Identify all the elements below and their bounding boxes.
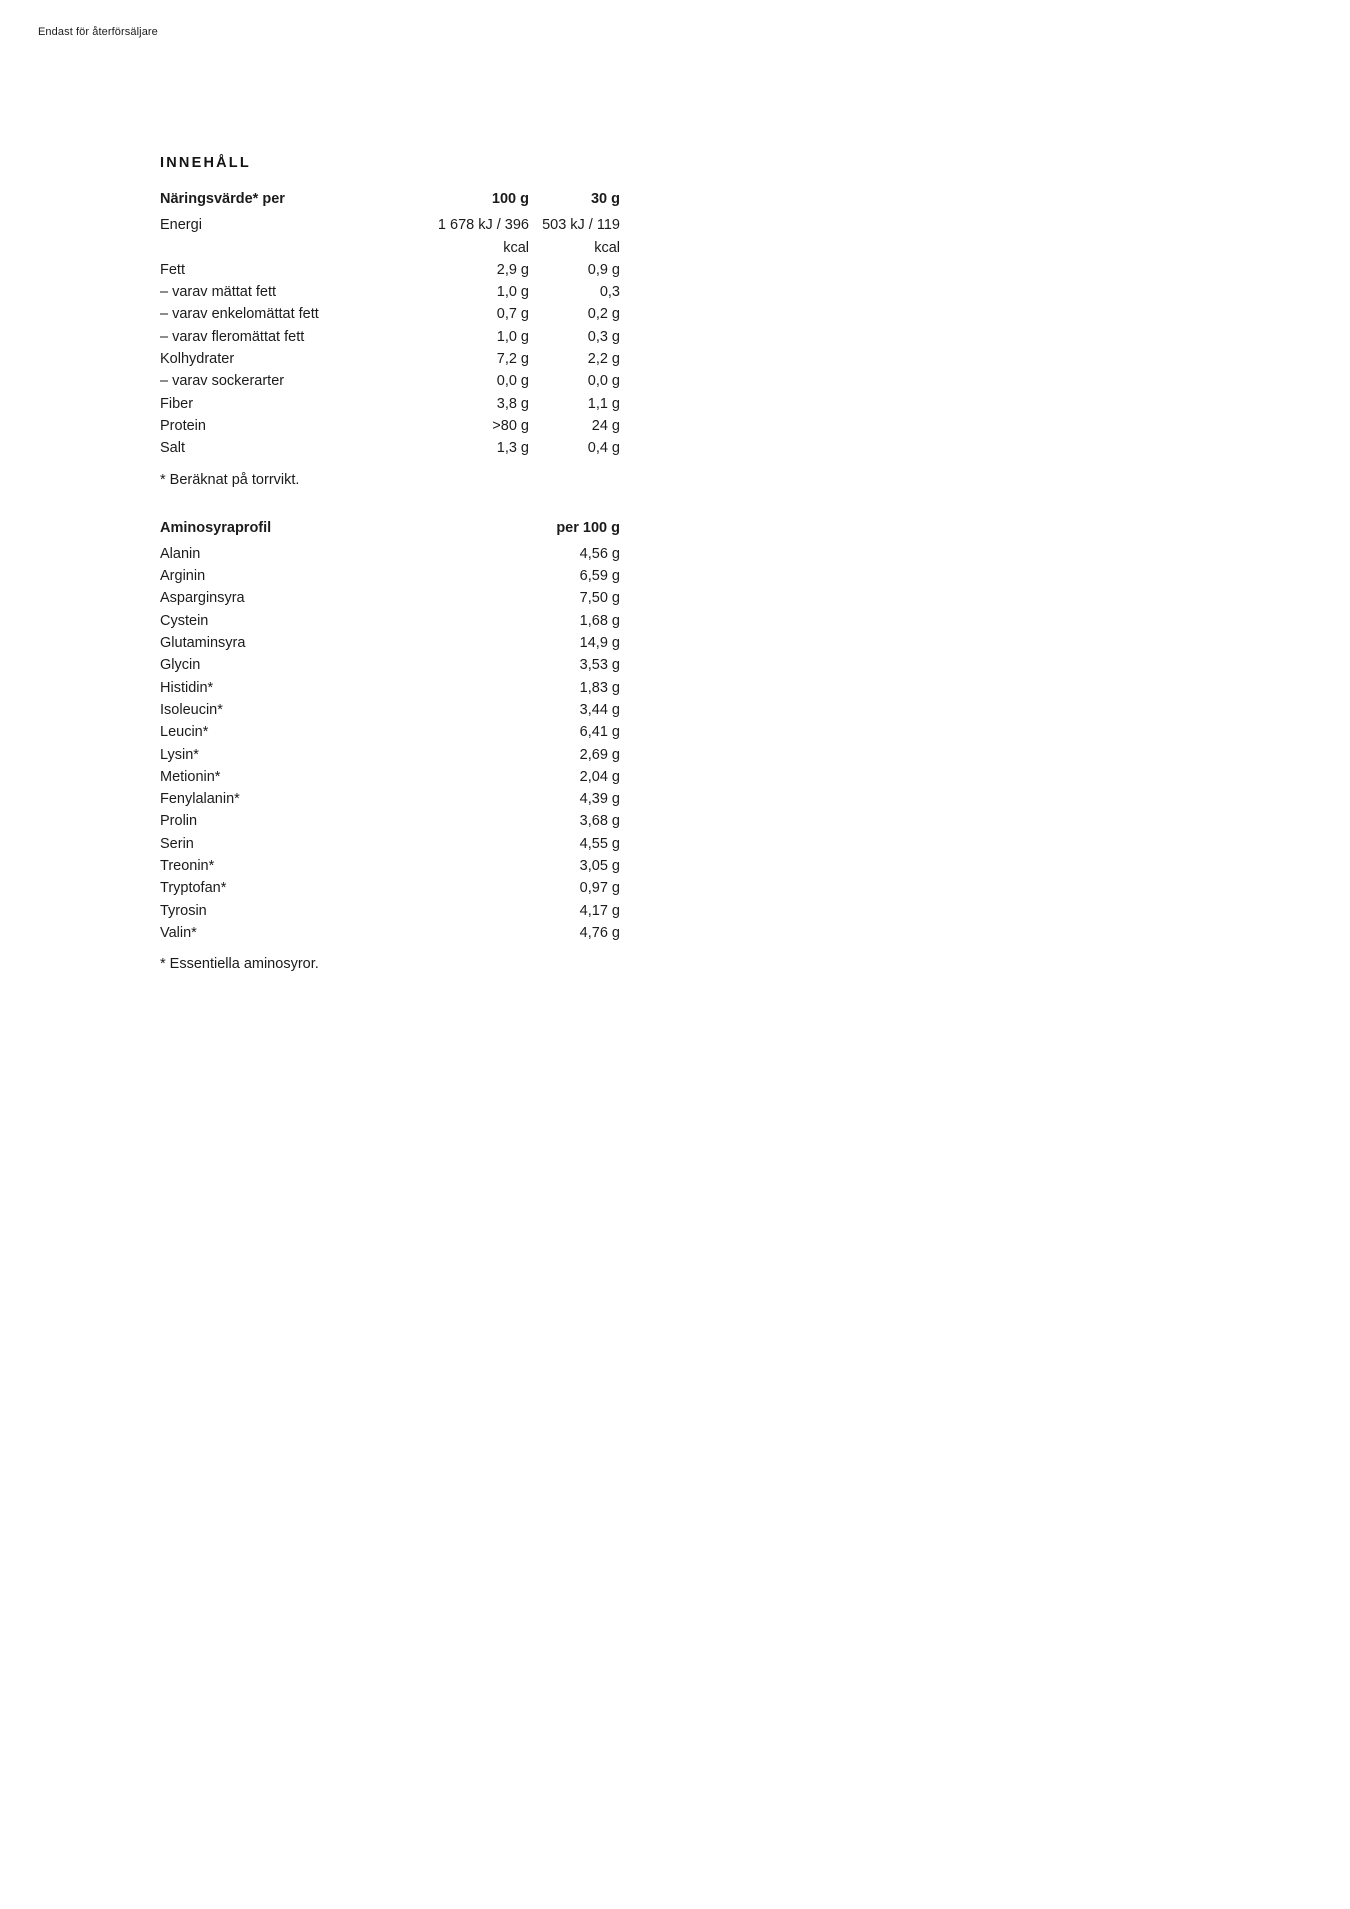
nutrition-label: Kolhydrater	[160, 351, 235, 368]
nutrition-header-row	[160, 188, 620, 214]
nutrition-value-30g: 0,3	[599, 284, 620, 301]
amino-label: Lysin*	[160, 746, 199, 763]
table-row	[160, 610, 620, 632]
nutrition-header-col1: 100 g	[491, 191, 529, 207]
table-row	[160, 721, 620, 743]
amino-header-row	[160, 517, 620, 543]
table-row	[160, 370, 620, 392]
nutrition-value-30g: 24 g	[591, 417, 620, 434]
amino-label: Arginin	[160, 568, 206, 585]
nutrition-value-100g: 3,8 g	[496, 395, 529, 412]
amino-header-label: Aminosyraprofil	[160, 519, 272, 536]
retailer-only-note: Endast för återförsäljare	[38, 26, 158, 38]
amino-label: Tryptofan*	[160, 880, 227, 897]
nutrition-label: – varav mättat fett	[160, 284, 277, 301]
amino-label: Valin*	[160, 924, 197, 941]
table-row	[160, 699, 620, 721]
nutrition-header-label: Näringsvärde* per	[160, 191, 285, 207]
table-row	[160, 877, 620, 899]
amino-value: 4,39 g	[579, 791, 620, 808]
amino-value: 2,69 g	[579, 746, 620, 763]
amino-label: Histidin*	[160, 679, 214, 696]
nutrition-value-30g: 0,4 g	[587, 440, 620, 457]
nutrition-value-30g: 0,0 g	[587, 373, 620, 390]
nutrition-value-30g: 1,1 g	[587, 395, 620, 412]
nutrition-value-30g: 0,3 g	[587, 328, 620, 345]
nutrition-label: Energi	[160, 217, 202, 234]
amino-header-value: per 100 g	[556, 519, 620, 536]
amino-label: Glycin	[160, 657, 201, 674]
table-row	[160, 543, 620, 565]
amino-label: Tyrosin	[160, 902, 207, 919]
amino-label: Metionin*	[160, 768, 221, 785]
nutrition-label: Salt	[160, 440, 185, 457]
amino-value: 3,53 g	[579, 657, 620, 674]
table-row	[160, 922, 620, 944]
amino-acid-table	[160, 517, 620, 945]
amino-value: 1,68 g	[579, 612, 620, 629]
table-row	[160, 393, 620, 415]
amino-label: Leucin*	[160, 724, 209, 741]
amino-value: 2,04 g	[579, 768, 620, 785]
amino-label: Cystein	[160, 612, 209, 629]
table-row	[160, 281, 620, 303]
nutrition-label: – varav fleromättat fett	[160, 328, 305, 345]
nutrition-label: – varav enkelomättat fett	[160, 306, 319, 323]
nutrition-value-100g: 0,0 g	[496, 373, 529, 390]
table-row	[160, 810, 620, 832]
table-row	[160, 437, 620, 459]
page-title: INNEHÅLL	[160, 155, 251, 171]
table-row	[160, 632, 620, 654]
amino-value: 6,59 g	[579, 568, 620, 585]
amino-value: 3,68 g	[579, 813, 620, 830]
amino-label: Isoleucin*	[160, 701, 223, 718]
amino-block	[160, 517, 630, 976]
table-row	[160, 654, 620, 676]
amino-value: 0,97 g	[579, 880, 620, 897]
amino-value: 14,9 g	[579, 635, 620, 652]
amino-value: 4,55 g	[579, 835, 620, 852]
nutrition-header-col2: 30 g	[590, 191, 620, 207]
amino-label: Prolin	[160, 813, 198, 830]
amino-label: Serin	[160, 835, 194, 852]
table-row	[160, 833, 620, 855]
content-container	[160, 155, 630, 975]
nutrition-value-30g: 0,2 g	[587, 306, 620, 323]
nutrition-value-100g: 7,2 g	[496, 351, 529, 368]
amino-value: 3,05 g	[579, 858, 620, 875]
amino-label: Fenylalanin*	[160, 791, 240, 808]
nutrition-value-30g: 503 kJ / 119 kcal	[542, 217, 620, 256]
nutrition-label: Fett	[160, 261, 185, 278]
nutrition-label: Protein	[160, 417, 206, 434]
nutrition-table	[160, 188, 620, 460]
table-row	[160, 766, 620, 788]
nutrition-value-100g: 1,0 g	[496, 328, 529, 345]
table-row	[160, 214, 620, 259]
table-row	[160, 587, 620, 609]
nutrition-value-100g: 1 678 kJ / 396 kcal	[437, 217, 529, 256]
nutrition-value-100g: 1,3 g	[496, 440, 529, 457]
amino-value: 4,17 g	[579, 902, 620, 919]
amino-label: Treonin*	[160, 858, 215, 875]
nutrition-label: – varav sockerarter	[160, 373, 285, 390]
amino-value: 1,83 g	[579, 679, 620, 696]
nutrition-value-100g: >80 g	[492, 417, 529, 434]
amino-value: 6,41 g	[579, 724, 620, 741]
amino-value: 4,56 g	[579, 545, 620, 562]
nutrition-footnote: * Beräknat på torrvikt.	[160, 471, 300, 488]
amino-value: 7,50 g	[579, 590, 620, 607]
table-row	[160, 900, 620, 922]
table-row	[160, 415, 620, 437]
nutrition-value-100g: 0,7 g	[496, 306, 529, 323]
amino-body	[160, 543, 620, 944]
table-row	[160, 259, 620, 281]
nutrition-value-30g: 0,9 g	[587, 261, 620, 278]
amino-footnote: * Essentiella aminosyror.	[160, 956, 319, 973]
table-row	[160, 677, 620, 699]
nutrition-value-100g: 2,9 g	[496, 261, 529, 278]
amino-label: Glutaminsyra	[160, 635, 246, 652]
table-row	[160, 788, 620, 810]
nutrition-label: Fiber	[160, 395, 194, 412]
table-row	[160, 326, 620, 348]
table-row	[160, 565, 620, 587]
nutrition-value-30g: 2,2 g	[587, 351, 620, 368]
table-row	[160, 303, 620, 325]
table-row	[160, 855, 620, 877]
amino-label: Alanin	[160, 545, 201, 562]
amino-label: Asparginsyra	[160, 590, 245, 607]
table-row	[160, 744, 620, 766]
nutrition-body	[160, 214, 620, 459]
amino-value: 4,76 g	[579, 924, 620, 941]
nutrition-value-100g: 1,0 g	[496, 284, 529, 301]
table-row	[160, 348, 620, 370]
amino-value: 3,44 g	[579, 701, 620, 718]
